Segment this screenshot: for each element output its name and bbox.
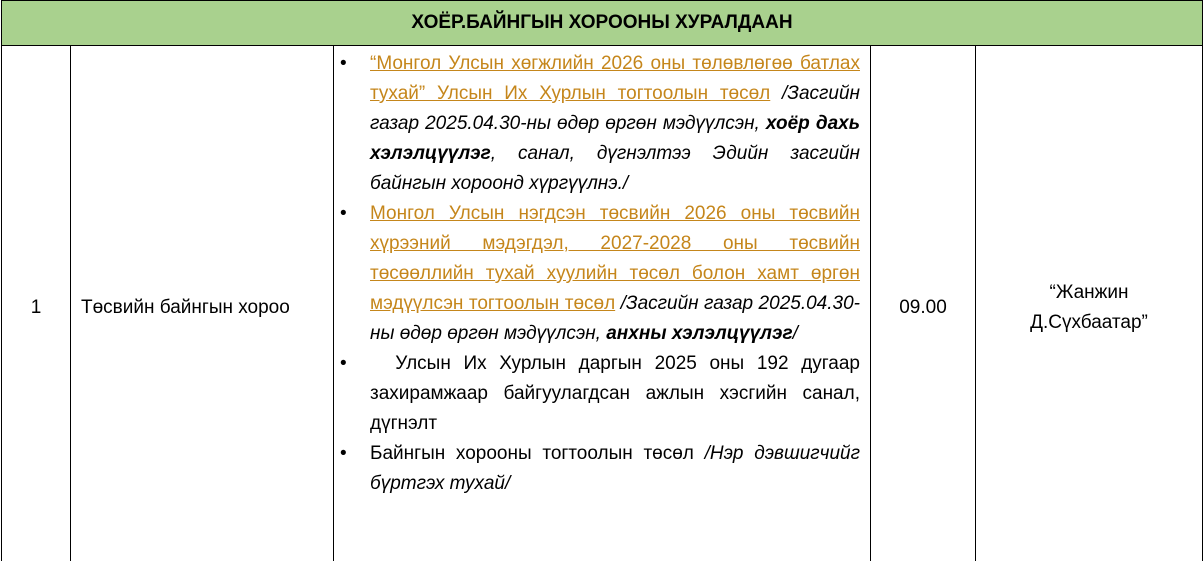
meeting-time: 09.00 [871,46,976,561]
agenda-items-cell [334,46,871,561]
bullet-icon: • [340,203,347,224]
bullet-icon: • [340,443,347,464]
bullet-icon: • [340,353,347,374]
meeting-venue [976,46,1203,561]
table-row [2,46,1203,561]
venue-line-2: Д.Сүхбаатар” [1030,311,1148,333]
committee-name: Төсвийн байнгын хороо [71,46,334,561]
venue-line-1: “Жанжин [1049,281,1129,303]
agenda-item-link[interactable]: Монгол Улсын нэгдсэн төсвийн 2026 оны төсвийн хүрээний мэдэгдэл, 2027-2028 оны төсвийн төсөөллийн тухай хуулийн төсөл болон хамт өргөн мэдүүлсэн тогтоолын төсөл [370,203,860,314]
list-item [334,439,860,499]
agenda-item-note-end: / [792,323,798,344]
agenda-item-text: Улсын Их Хурлын даргын 2025 оны 192 дугаар захирамжаар байгуулагдсан ажлын хэсгийн санал, дүгнэлт [370,353,866,434]
agenda-item-note: /Нэр дэвшигчийг бүртгэх тухай/ [370,443,860,494]
agenda-items-list [334,49,870,499]
section-title: ХОЁР.БАЙНГЫН ХОРООНЫ ХУРАЛДААН [2,1,1203,46]
agenda-item-note: /Засгийн газар 2025.04.30-ны өдөр өргөн мэдүүлсэн, [370,83,860,134]
agenda-item-link[interactable]: “Монгол Улсын хөгжлийн 2026 оны төлөвлөгөө батлах тухай” Улсын Их Хурлын тогтоолын төсөл [370,53,860,104]
row-number: 1 [2,46,71,561]
agenda-item-stage: хоёр дахь хэлэлцүүлэг [370,113,860,164]
list-item [334,49,860,199]
agenda-item-note: /Засгийн газар 2025.04.30-ны өдөр өргөн мэдүүлсэн, [370,293,860,344]
section-header-row [2,1,1203,46]
agenda-item-note-end: , санал, дүгнэлтээ Эдийн засгийн байнгын хороонд хүргүүлнэ./ [370,143,860,194]
list-item [334,349,866,439]
agenda-table [1,0,1203,561]
list-item [334,199,860,349]
bullet-icon: • [340,53,347,74]
agenda-item-text: Байнгын хорооны тогтоолын төсөл [370,443,705,464]
agenda-item-stage: анхны хэлэлцүүлэг [606,323,793,344]
